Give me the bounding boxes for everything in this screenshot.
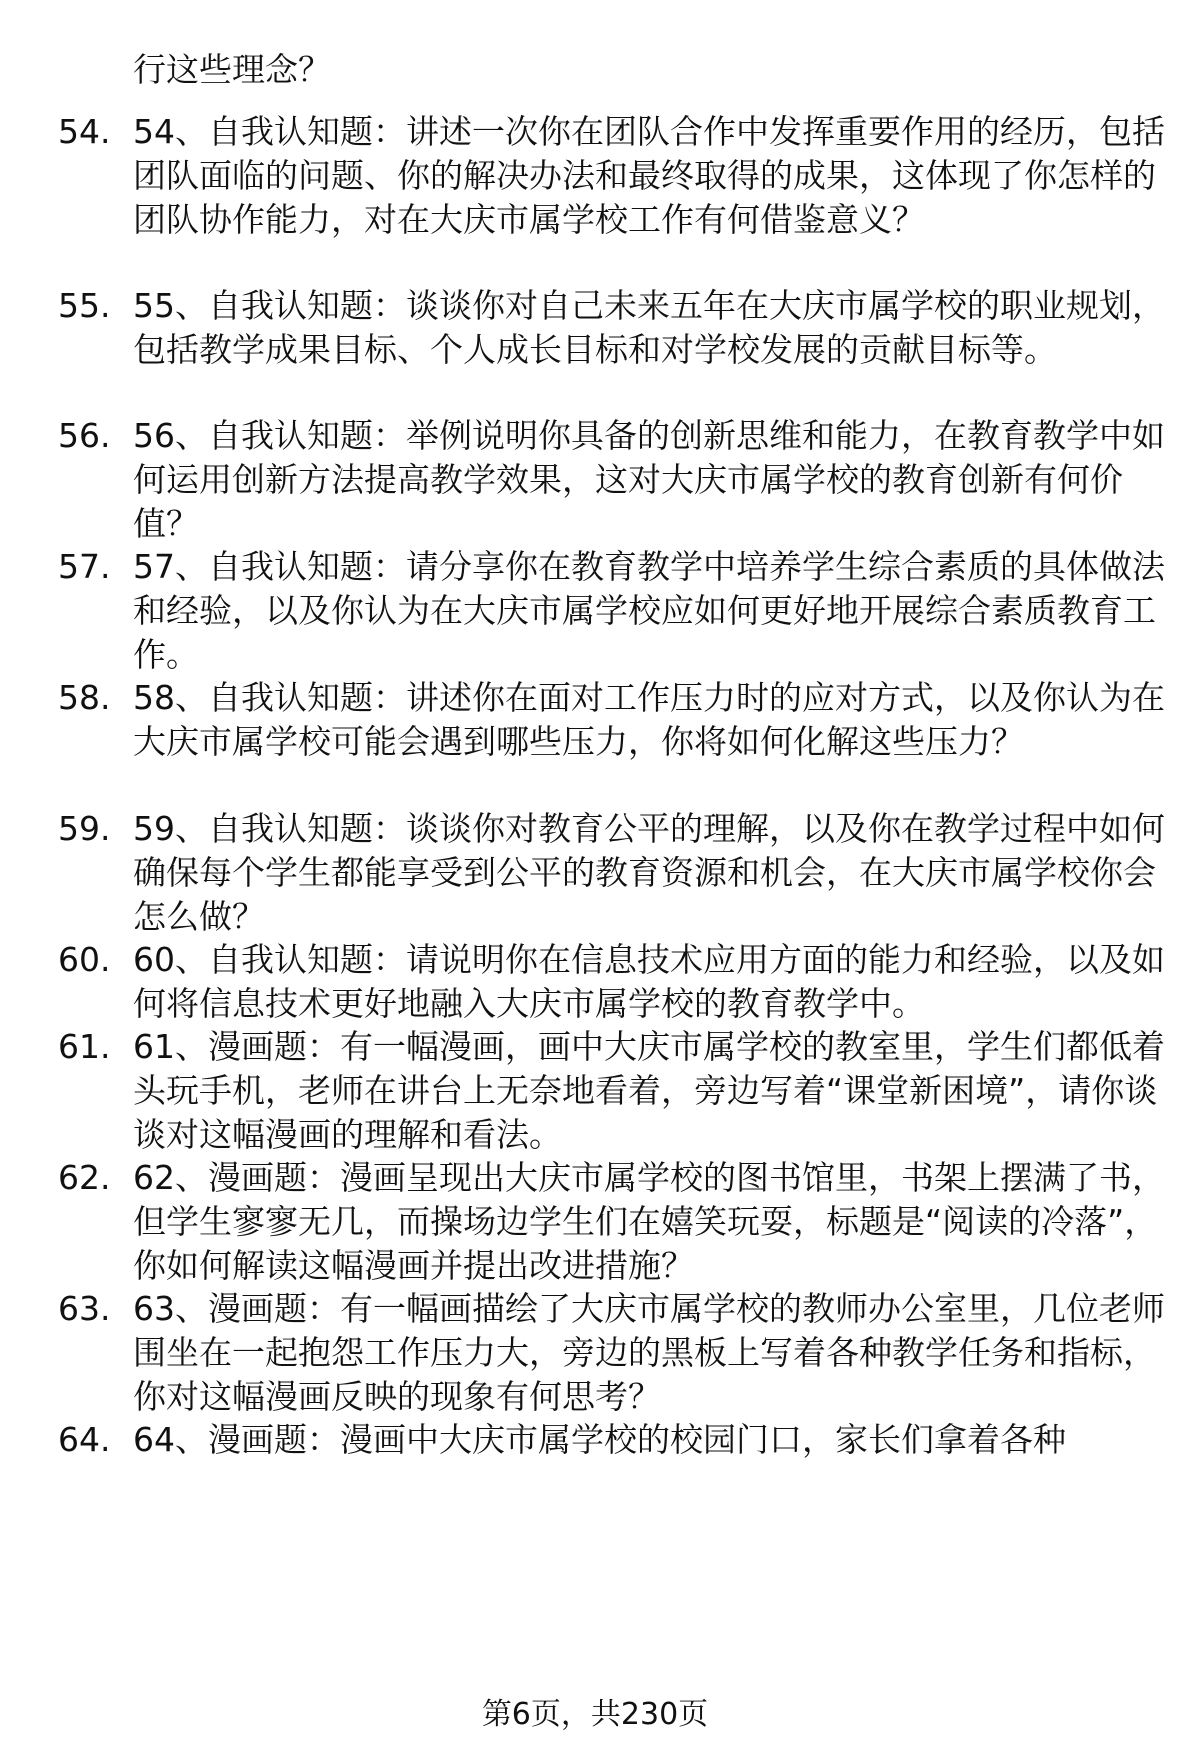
item-number: 58. <box>58 678 111 717</box>
item-text: 58、自我认知题：讲述你在面对工作压力时的应对方式，以及你认为在大庆市属学校可能会遇到哪些压力，你将如何化解这些压力？ <box>133 678 1165 761</box>
page-footer: 第6页，共230页 <box>481 1697 709 1732</box>
item-text: 63、漫画题：有一幅画描绘了大庆市属学校的教师办公室里，几位老师围坐在一起抱怨工作压力大，旁边的黑板上写着各种教学任务和指标，你对这幅漫画反映的现象有何思考？ <box>133 1289 1165 1416</box>
item-text: 61、漫画题：有一幅漫画，画中大庆市属学校的教室里，学生们都低着头玩手机，老师在讲台上无奈地看着，旁边写着“课堂新困境”，请你谈谈对这幅漫画的理解和看法。 <box>133 1027 1165 1154</box>
item-number: 61. <box>58 1027 111 1066</box>
item-number: 55. <box>58 286 111 325</box>
item-number: 62. <box>58 1158 111 1197</box>
item-number: 63. <box>58 1289 111 1328</box>
item-text: 59、自我认知题：谈谈你对教育公平的理解，以及你在教学过程中如何确保每个学生都能享受到公平的教育资源和机会，在大庆市属学校你会怎么做？ <box>133 809 1165 936</box>
item-text: 54、自我认知题：讲述一次你在团队合作中发挥重要作用的经历，包括团队面临的问题、你的解决办法和最终取得的成果，这体现了你怎样的团队协作能力，对在大庆市属学校工作有何借鉴意义？ <box>133 112 1165 239</box>
item-text: 62、漫画题：漫画呈现出大庆市属学校的图书馆里，书架上摆满了书，但学生寥寥无几，而操场边学生们在嬉笑玩耍，标题是“阅读的冷落”，你如何解读这幅漫画并提出改进措施？ <box>133 1158 1165 1285</box>
item-number: 59. <box>58 809 111 848</box>
item-text: 64、漫画题：漫画中大庆市属学校的校园门口，家长们拿着各种 <box>133 1420 1066 1459</box>
item-number: 56. <box>58 416 111 455</box>
item-number: 64. <box>58 1420 111 1459</box>
item-number: 57. <box>58 547 111 586</box>
item-text: 60、自我认知题：请说明你在信息技术应用方面的能力和经验，以及如何将信息技术更好地融入大庆市属学校的教育教学中。 <box>133 940 1165 1023</box>
item-number: 54. <box>58 112 111 151</box>
item-text: 55、自我认知题：谈谈你对自己未来五年在大庆市属学校的职业规划，包括教学成果目标、个人成长目标和对学校发展的贡献目标等。 <box>133 286 1165 369</box>
item-text: 57、自我认知题：请分享你在教育教学中培养学生综合素质的具体做法和经验，以及你认为在大庆市属学校应如何更好地开展综合素质教育工作。 <box>133 547 1165 674</box>
item-number: 60. <box>58 940 111 979</box>
continuation-text: 行这些理念？ <box>133 50 331 89</box>
item-text: 56、自我认知题：举例说明你具备的创新思维和能力，在教育教学中如何运用创新方法提高教学效果，这对大庆市属学校的教育创新有何价值？ <box>133 416 1165 543</box>
